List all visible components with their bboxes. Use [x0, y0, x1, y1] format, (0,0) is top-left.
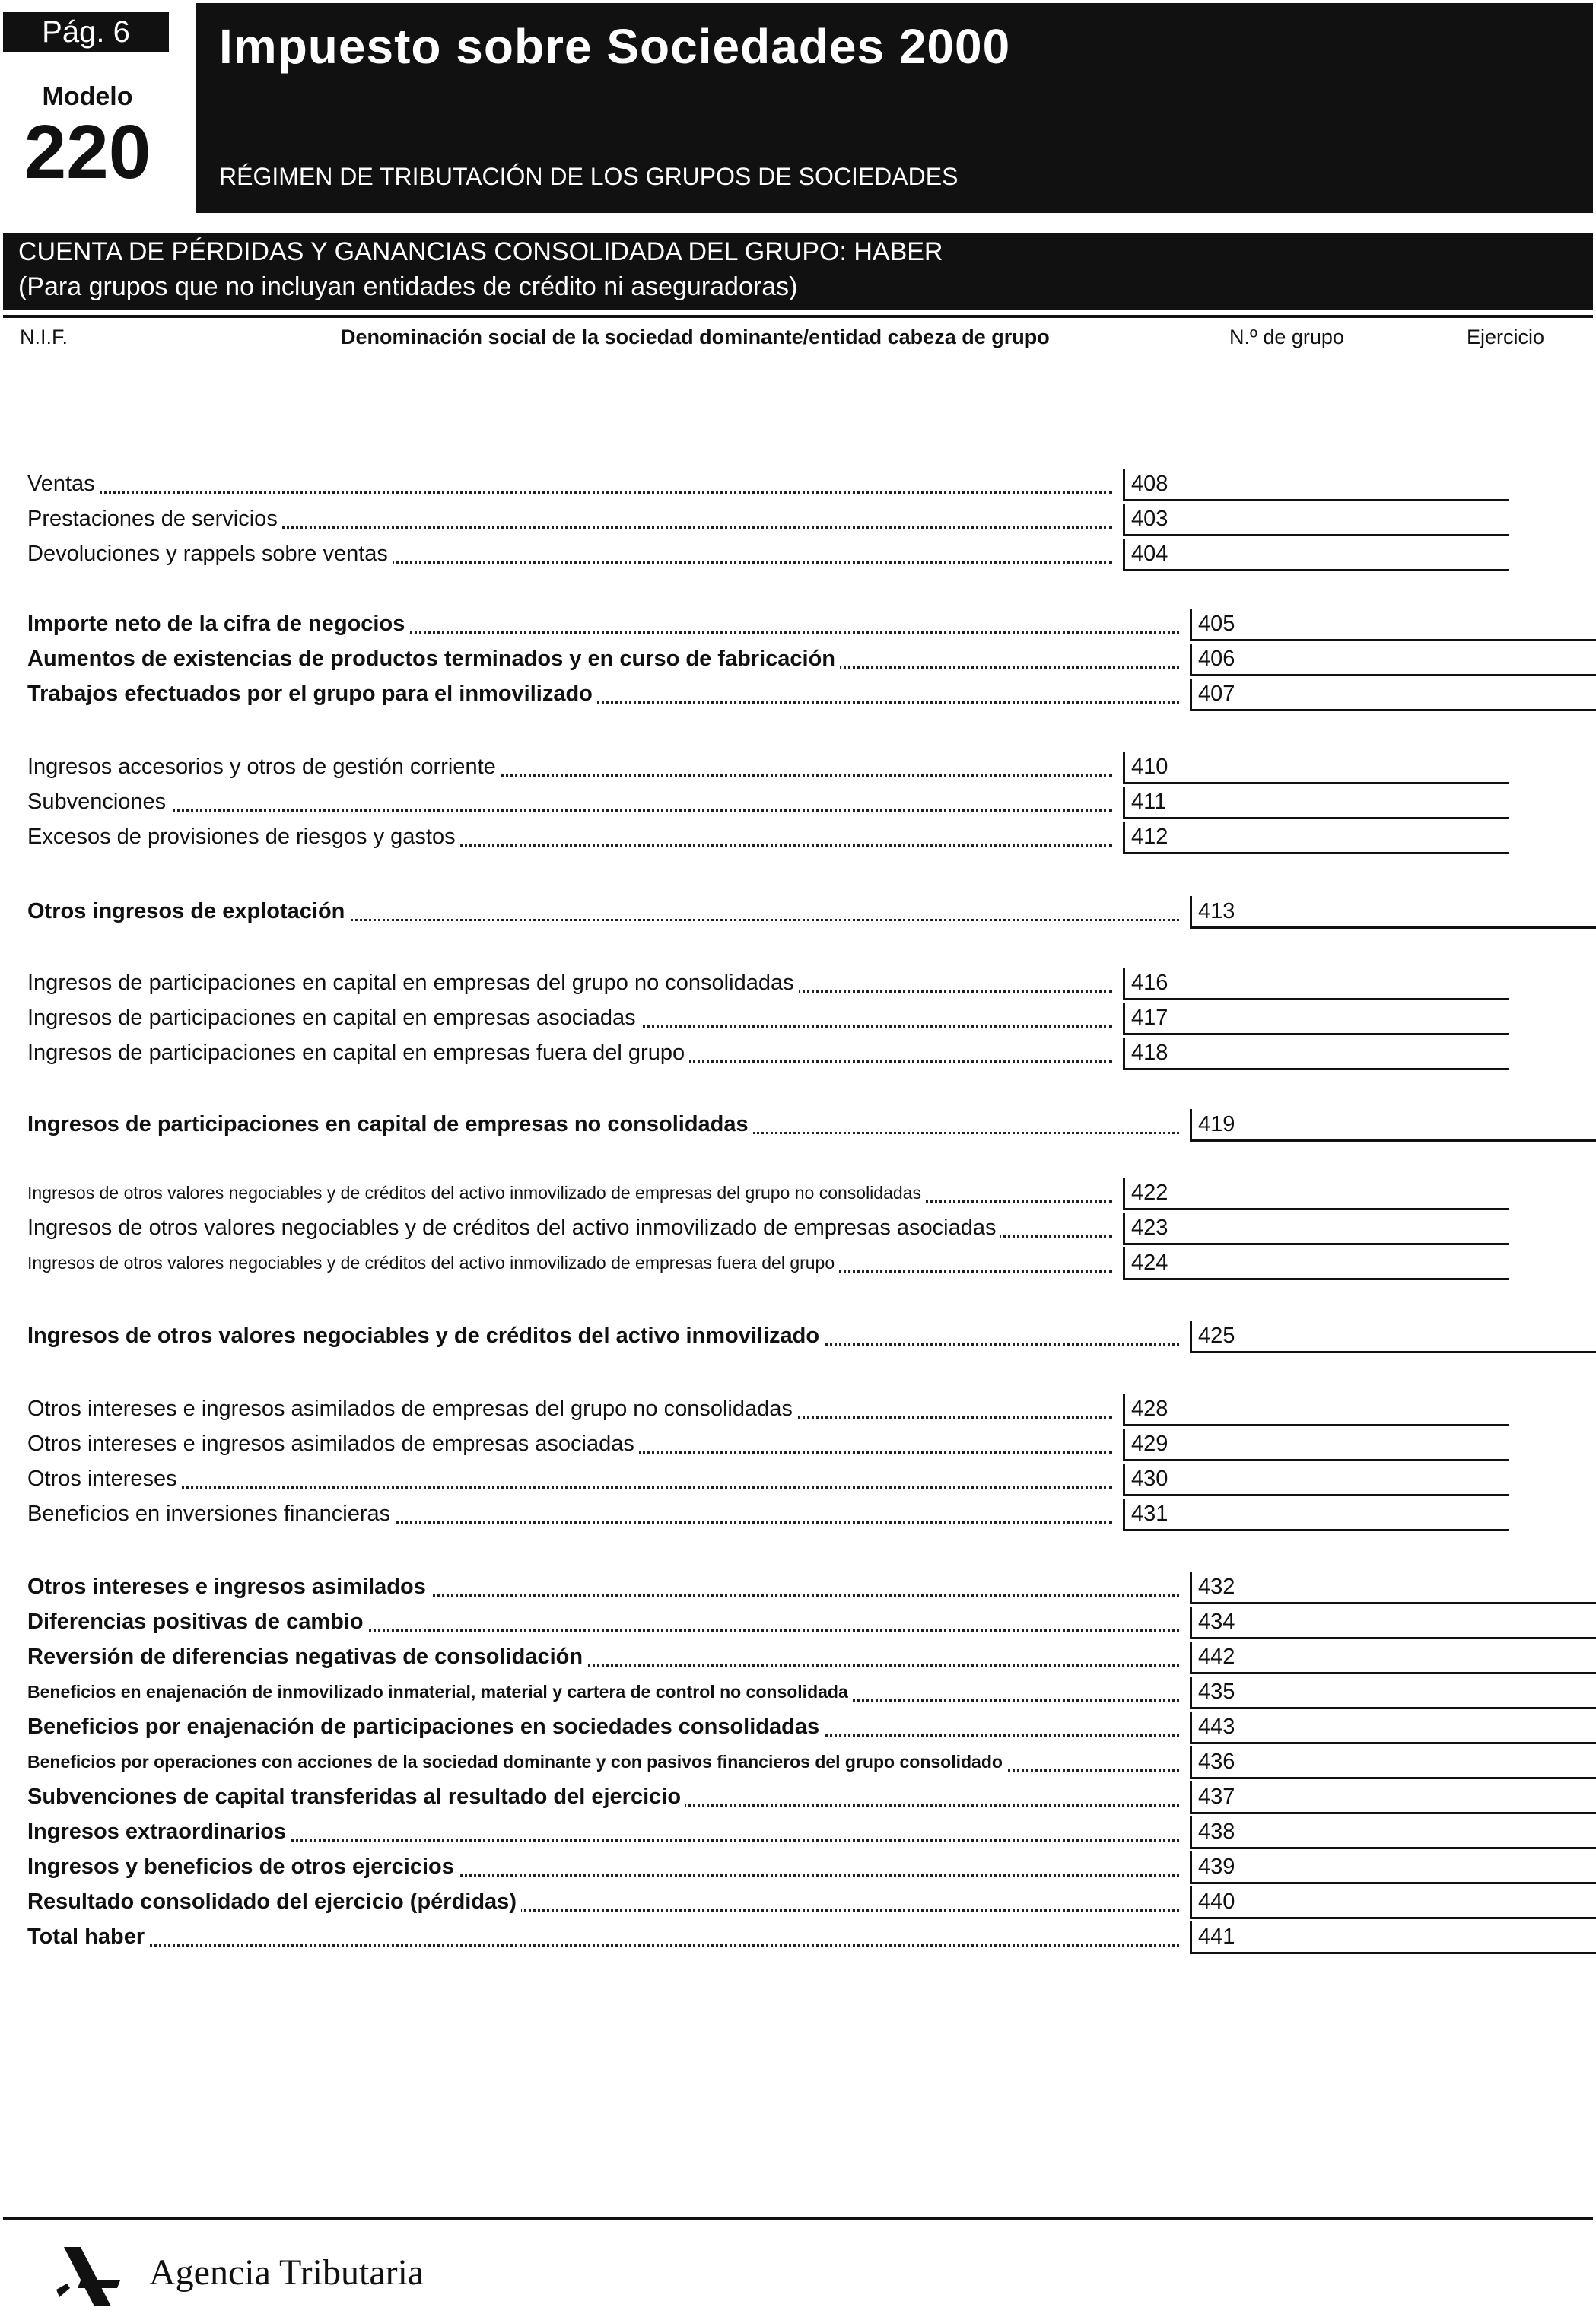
row-label: Beneficios en enajenación de inmovilizado inmaterial, material y cartera de control no consolidada [27, 1677, 853, 1707]
amount-field-403[interactable] [1123, 504, 1509, 536]
box-code: 439 [1198, 1855, 1235, 1879]
box-code: 406 [1198, 647, 1235, 671]
leader-dots [30, 491, 1112, 494]
leader-dots [30, 809, 1112, 812]
box-code: 417 [1131, 1006, 1168, 1030]
box-code: 407 [1198, 682, 1235, 706]
amount-field-404[interactable] [1123, 539, 1509, 571]
box-code: 429 [1131, 1432, 1168, 1456]
modelo-label: Modelo [42, 82, 133, 111]
form-row-430 [27, 1464, 1567, 1494]
row-label: Otros intereses e ingresos asimilados de empresas del grupo no consolidadas [27, 1394, 797, 1424]
box-code: 430 [1131, 1467, 1168, 1491]
form-row-434 [27, 1607, 1567, 1637]
row-label: Ingresos de participaciones en capital en empresas del grupo no consolidadas [27, 968, 799, 998]
amount-field-440[interactable] [1190, 1886, 1596, 1919]
box-code: 424 [1131, 1251, 1168, 1275]
title-bar [196, 3, 1593, 213]
form-row-416 [27, 968, 1567, 998]
form-row-441 [27, 1921, 1567, 1952]
form-row-435 [27, 1677, 1567, 1707]
form-row-405 [27, 609, 1567, 639]
box-code: 412 [1131, 825, 1168, 849]
page-number-box [3, 12, 169, 52]
row-label: Devoluciones y rappels sobre ventas [27, 539, 393, 569]
amount-field-443[interactable] [1190, 1712, 1596, 1744]
form-row-437 [27, 1781, 1567, 1812]
amount-field-434[interactable] [1190, 1607, 1596, 1639]
form-row-425 [27, 1321, 1567, 1351]
amount-field-436[interactable] [1190, 1746, 1596, 1779]
amount-field-435[interactable] [1190, 1677, 1596, 1709]
amount-field-407[interactable] [1190, 679, 1596, 711]
box-code: 442 [1198, 1645, 1235, 1669]
amount-field-419[interactable] [1190, 1109, 1596, 1142]
box-code: 436 [1198, 1750, 1235, 1774]
amount-field-441[interactable] [1190, 1921, 1596, 1954]
form-row-432 [27, 1572, 1567, 1602]
modelo-number: 220 [24, 110, 151, 195]
group-number-label: N.º de grupo [1229, 326, 1344, 348]
amount-field-430[interactable] [1123, 1464, 1509, 1496]
denominacion-label: Denominación social de la sociedad dominante/entidad cabeza de grupo [341, 326, 1050, 348]
box-code: 405 [1198, 612, 1235, 636]
amount-field-432[interactable] [1190, 1572, 1596, 1604]
page-number: Pág. 6 [42, 15, 130, 49]
footer-divider [3, 2217, 1593, 2220]
amount-field-417[interactable] [1123, 1003, 1509, 1035]
box-code: 440 [1198, 1890, 1235, 1914]
box-code: 425 [1198, 1324, 1235, 1348]
box-code: 413 [1198, 899, 1235, 923]
form-subtitle: RÉGIMEN DE TRIBUTACIÓN DE LOS GRUPOS DE SOCIEDADES [219, 163, 959, 190]
leader-dots [30, 1944, 1179, 1947]
form-row-419 [27, 1109, 1567, 1139]
box-code: 422 [1131, 1181, 1168, 1205]
ejercicio-label: Ejercicio [1467, 326, 1545, 348]
box-code: 408 [1131, 472, 1168, 496]
row-label: Otros intereses [27, 1464, 182, 1494]
box-code: 410 [1131, 755, 1168, 779]
form-row-439 [27, 1851, 1567, 1882]
form-row-406 [27, 644, 1567, 674]
amount-field-431[interactable] [1123, 1499, 1509, 1531]
row-label: Ingresos de participaciones en capital de empresas no consolidadas [27, 1109, 753, 1139]
box-code: 441 [1198, 1924, 1235, 1949]
box-code: 428 [1131, 1397, 1168, 1421]
divider [3, 315, 1593, 318]
form-row-428 [27, 1394, 1567, 1424]
box-code: 416 [1131, 971, 1168, 995]
amount-field-410[interactable] [1123, 752, 1509, 784]
row-label: Ingresos de participaciones en capital en empresas fuera del grupo [27, 1038, 689, 1068]
box-code: 404 [1131, 542, 1168, 566]
form-row-431 [27, 1499, 1567, 1529]
row-label: Ingresos de participaciones en capital en empresas asociadas [27, 1003, 641, 1033]
box-code: 423 [1131, 1216, 1168, 1240]
row-label: Ingresos de otros valores negociables y de créditos del activo inmovilizado de empresas fuera del grupo [27, 1247, 839, 1278]
row-label: Ingresos de otros valores negociables y de créditos del activo inmovilizado de empresas del grupo no consolidadas [27, 1178, 926, 1208]
form-row-408 [27, 469, 1567, 499]
form-row-429 [27, 1429, 1567, 1459]
amount-field-418[interactable] [1123, 1038, 1509, 1070]
row-label: Ingresos extraordinarios [27, 1816, 291, 1847]
amount-field-406[interactable] [1190, 644, 1596, 676]
amount-field-428[interactable] [1123, 1394, 1509, 1426]
form-row-404 [27, 539, 1567, 569]
amount-field-429[interactable] [1123, 1429, 1509, 1461]
amount-field-412[interactable] [1123, 822, 1509, 854]
row-label: Ingresos de otros valores negociables y de créditos del activo inmovilizado de empresas asociadas [27, 1213, 1000, 1243]
row-label: Otros intereses e ingresos asimilados de empresas asociadas [27, 1429, 639, 1459]
row-label: Diferencias positivas de cambio [27, 1607, 368, 1637]
row-label: Aumentos de existencias de productos terminados y en curso de fabricación [27, 644, 840, 674]
agency-name: Agencia Tributaria [149, 2252, 424, 2293]
box-code: 431 [1131, 1502, 1168, 1526]
box-code: 435 [1198, 1680, 1235, 1704]
form-row-424 [27, 1247, 1567, 1278]
amount-field-411[interactable] [1123, 787, 1509, 819]
form-row-417 [27, 1003, 1567, 1033]
form-row-412 [27, 822, 1567, 852]
amount-field-425[interactable] [1190, 1321, 1596, 1353]
row-label: Total haber [27, 1921, 149, 1952]
row-label: Subvenciones de capital transferidas al resultado del ejercicio [27, 1781, 685, 1812]
form-row-418 [27, 1038, 1567, 1068]
row-label: Importe neto de la cifra de negocios [27, 609, 409, 639]
form-row-413 [27, 896, 1567, 926]
form-row-410 [27, 752, 1567, 782]
amount-field-442[interactable] [1190, 1642, 1596, 1674]
amount-field-423[interactable] [1123, 1213, 1509, 1245]
amount-field-424[interactable] [1123, 1247, 1509, 1280]
row-label: Ingresos accesorios y otros de gestión corriente [27, 752, 501, 782]
row-label: Ingresos y beneficios de otros ejercicios [27, 1851, 459, 1882]
row-label: Reversión de diferencias negativas de consolidación [27, 1642, 587, 1672]
box-code: 437 [1198, 1785, 1235, 1809]
amount-field-439[interactable] [1190, 1851, 1596, 1884]
row-label: Prestaciones de servicios [27, 504, 282, 534]
row-label: Excesos de provisiones de riesgos y gastos [27, 822, 460, 852]
section-title: CUENTA DE PÉRDIDAS Y GANANCIAS CONSOLIDADA DEL GRUPO: HABER [18, 237, 943, 266]
row-label: Subvenciones [27, 787, 170, 817]
amount-field-413[interactable] [1190, 896, 1596, 929]
box-code: 403 [1131, 507, 1168, 531]
amount-field-405[interactable] [1190, 609, 1596, 641]
leader-dots [30, 1486, 1112, 1489]
agency-logo-icon [50, 2241, 126, 2309]
amount-field-416[interactable] [1123, 968, 1509, 1000]
box-code: 418 [1131, 1041, 1168, 1065]
form-row-443 [27, 1712, 1567, 1742]
amount-field-437[interactable] [1190, 1781, 1596, 1814]
form-row-440 [27, 1886, 1567, 1917]
box-code: 432 [1198, 1575, 1235, 1599]
section-note: (Para grupos que no incluyan entidades de crédito ni aseguradoras) [18, 272, 798, 301]
box-code: 438 [1198, 1820, 1235, 1844]
row-label: Beneficios en inversiones financieras [27, 1499, 395, 1529]
form-row-436 [27, 1746, 1567, 1777]
nif-label: N.I.F. [20, 326, 68, 348]
form-row-442 [27, 1642, 1567, 1672]
row-label: Beneficios por enajenación de participaciones en sociedades consolidadas [27, 1712, 824, 1742]
box-code: 434 [1198, 1610, 1235, 1634]
row-label: Otros intereses e ingresos asimilados [27, 1572, 431, 1602]
form-row-403 [27, 504, 1567, 534]
row-label: Trabajos efectuados por el grupo para el inmovilizado [27, 679, 597, 709]
row-label: Resultado consolidado del ejercicio (pérdidas) [27, 1886, 521, 1917]
box-code: 419 [1198, 1112, 1235, 1136]
row-label: Ventas [27, 469, 100, 499]
row-label: Beneficios por operaciones con acciones de la sociedad dominante y con pasivos financieros del grupo consolidado [27, 1746, 1007, 1777]
amount-field-438[interactable] [1190, 1816, 1596, 1849]
form-row-407 [27, 679, 1567, 709]
box-code: 443 [1198, 1715, 1235, 1739]
form-row-438 [27, 1816, 1567, 1847]
section-header [3, 233, 1593, 310]
form-row-423 [27, 1213, 1567, 1243]
box-code: 411 [1131, 790, 1167, 814]
form-row-411 [27, 787, 1567, 817]
form-row-422 [27, 1178, 1567, 1208]
amount-field-408[interactable] [1123, 469, 1509, 501]
row-label: Otros ingresos de explotación [27, 896, 349, 926]
form-title: Impuesto sobre Sociedades 2000 [219, 19, 1011, 74]
amount-field-422[interactable] [1123, 1178, 1509, 1210]
row-label: Ingresos de otros valores negociables y de créditos del activo inmovilizado [27, 1321, 824, 1351]
